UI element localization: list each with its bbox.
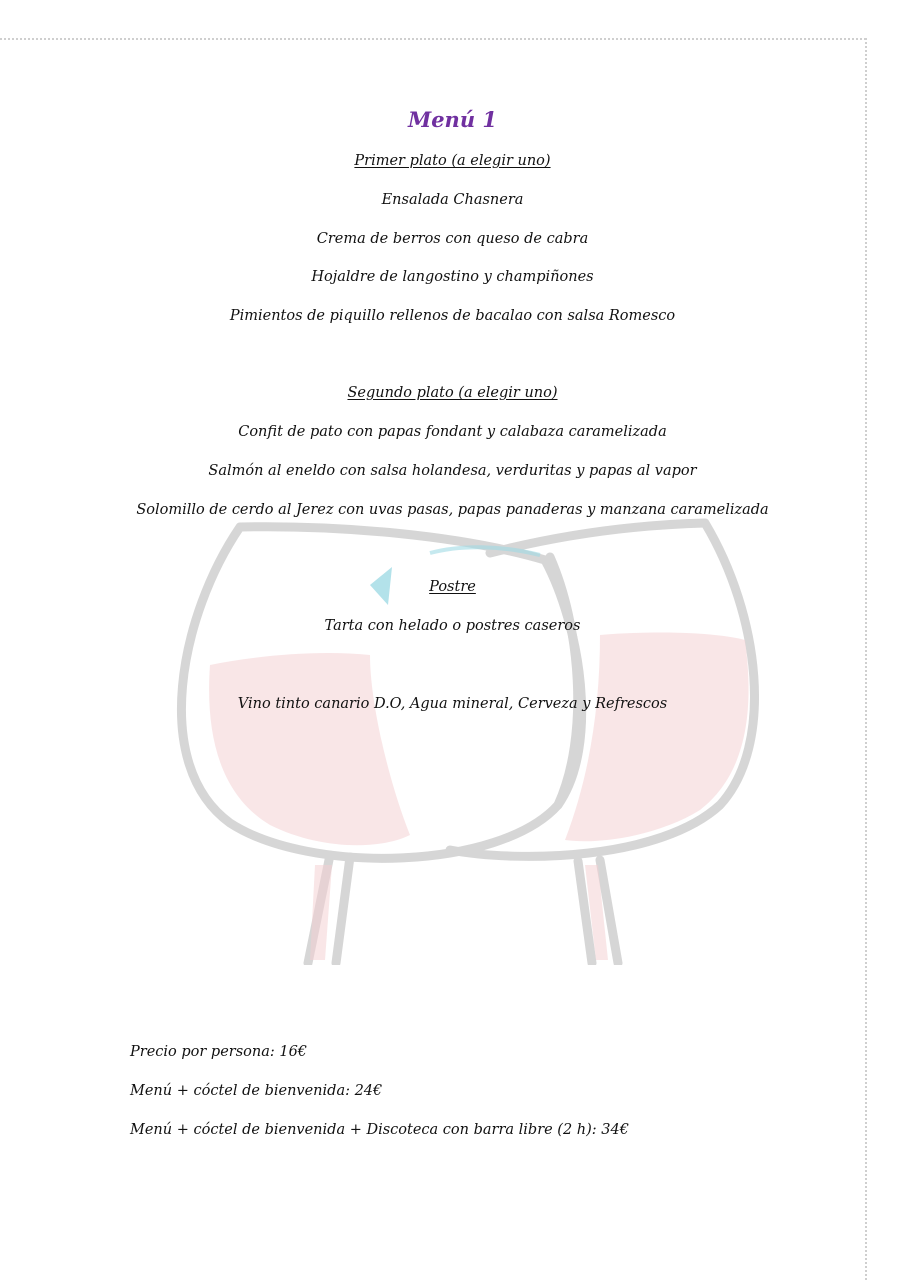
drinks-line: Vino tinto canario D.O, Agua mineral, Cerveza y Refrescos [237,696,668,712]
menu-title: Menú 1 [407,107,498,132]
first-course-heading: Primer plato (a elegir uno) [354,153,551,169]
first-course-item: Hojaldre de langostino y champiñones [311,269,594,285]
first-course-item: Crema de berros con queso de cabra [316,231,589,247]
dessert-heading: Postre [429,579,476,595]
dessert-item: Tarta con helado o postres caseros [324,618,581,634]
second-course-item: Solomillo de cerdo al Jerez con uvas pasas, papas panaderas y manzana caramelizada [136,502,769,518]
first-course-item: Pimientos de piquillo rellenos de bacalao con salsa Romesco [229,308,676,324]
first-course-item: Ensalada Chasnera [381,192,524,208]
price-with-cocktail-and-disco: Menú + cóctel de bienvenida + Discoteca con barra libre (2 h): 34€ [130,1122,629,1138]
second-course-item: Confit de pato con papas fondant y calabaza caramelizada [238,424,667,440]
second-course-item: Salmón al eneldo con salsa holandesa, verduritas y papas al vapor [208,463,697,479]
price-per-person: Precio por persona: 16€ [130,1044,308,1060]
price-with-cocktail: Menú + cóctel de bienvenida: 24€ [130,1083,383,1099]
second-course-heading: Segundo plato (a elegir uno) [347,385,558,401]
